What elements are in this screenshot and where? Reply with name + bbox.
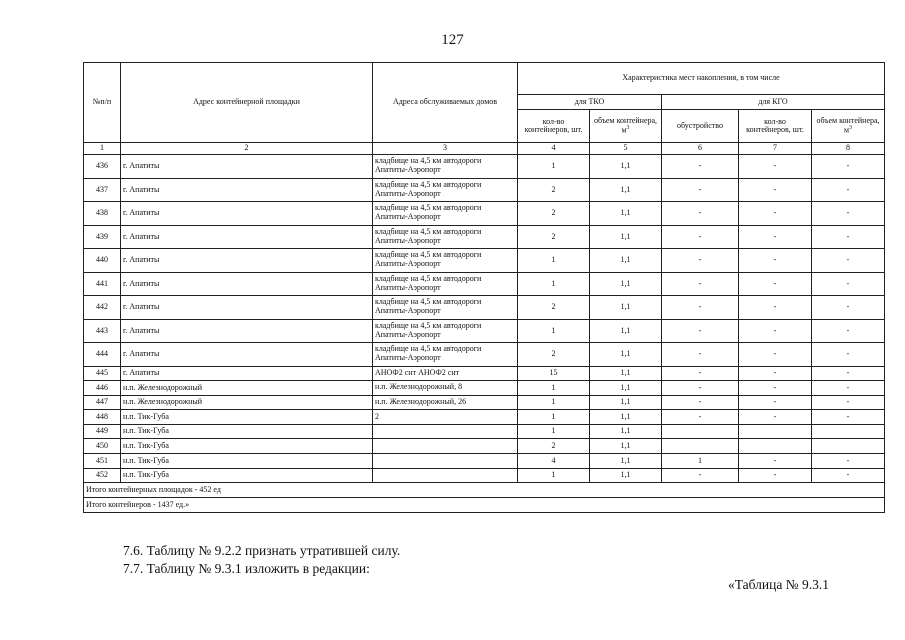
row-tko-count: 2 xyxy=(518,439,590,454)
total-sites: Итого контейнерных площадок - 452 ед xyxy=(84,483,885,498)
paragraph-7-7: 7.7. Таблицу № 9.3.1 изложить в редакции: xyxy=(123,561,370,576)
row-tko-count: 1 xyxy=(518,424,590,439)
row-kgo-count: - xyxy=(739,319,812,343)
row-kgo-arrangement: - xyxy=(662,410,739,425)
row-tko-volume: 1,1 xyxy=(590,272,662,296)
table-caption: «Таблица № 9.3.1 xyxy=(728,577,829,592)
column-number: 6 xyxy=(662,143,739,155)
row-tko-count: 15 xyxy=(518,366,590,381)
row-served-houses xyxy=(373,454,518,469)
row-kgo-count xyxy=(739,424,812,439)
row-served-houses: кладбище на 4,5 км автодороги Апатиты-Аэропорт xyxy=(373,319,518,343)
row-number: 451 xyxy=(84,454,121,469)
table-row xyxy=(84,424,885,439)
row-tko-count: 2 xyxy=(518,343,590,367)
row-site-address: н.п. Тик-Губа xyxy=(121,468,373,483)
row-tko-volume: 1,1 xyxy=(590,395,662,410)
row-kgo-arrangement xyxy=(662,439,739,454)
row-tko-count: 1 xyxy=(518,381,590,396)
row-kgo-volume: - xyxy=(812,178,885,202)
row-number: 446 xyxy=(84,381,121,396)
table-row xyxy=(84,410,885,425)
column-number: 3 xyxy=(373,143,518,155)
header-kgo-arrangement: обустройство xyxy=(662,110,739,143)
column-number: 7 xyxy=(739,143,812,155)
row-number: 441 xyxy=(84,272,121,296)
row-tko-volume: 1,1 xyxy=(590,424,662,439)
row-served-houses: АНОФ2 снт АНОФ2 снт xyxy=(373,366,518,381)
row-site-address: г. Апатиты xyxy=(121,249,373,273)
header-characteristics: Характеристика мест накопления, в том числе xyxy=(518,63,885,95)
row-served-houses: кладбище на 4,5 км автодороги Апатиты-Аэропорт xyxy=(373,249,518,273)
row-tko-count: 4 xyxy=(518,454,590,469)
row-served-houses: н.п. Железнодорожный, 26 xyxy=(373,395,518,410)
table-row xyxy=(84,439,885,454)
table-row xyxy=(84,178,885,202)
row-tko-count: 2 xyxy=(518,202,590,226)
row-number: 437 xyxy=(84,178,121,202)
row-site-address: н.п. Тик-Губа xyxy=(121,439,373,454)
header-tko-volume: объем контейнера, $м^3$ xyxy=(590,110,662,143)
header-tko-count: кол-во контейнеров, шт. xyxy=(518,110,590,143)
row-kgo-volume: - xyxy=(812,272,885,296)
row-tko-count: 1 xyxy=(518,395,590,410)
row-kgo-volume: - xyxy=(812,454,885,469)
row-tko-count: 2 xyxy=(518,296,590,320)
row-site-address: г. Апатиты xyxy=(121,343,373,367)
row-served-houses: 2 xyxy=(373,410,518,425)
row-kgo-arrangement: - xyxy=(662,296,739,320)
header-tko: для ТКО xyxy=(518,95,662,110)
row-kgo-arrangement: - xyxy=(662,319,739,343)
row-tko-volume: 1,1 xyxy=(590,439,662,454)
row-kgo-volume: - xyxy=(812,296,885,320)
row-kgo-volume: - xyxy=(812,343,885,367)
row-tko-count: 2 xyxy=(518,225,590,249)
header-kgo: для КГО xyxy=(662,95,885,110)
table-row xyxy=(84,249,885,273)
row-tko-volume: 1,1 xyxy=(590,366,662,381)
row-served-houses xyxy=(373,424,518,439)
row-number: 450 xyxy=(84,439,121,454)
table-row xyxy=(84,272,885,296)
row-kgo-arrangement: - xyxy=(662,343,739,367)
row-kgo-volume: - xyxy=(812,225,885,249)
row-kgo-volume xyxy=(812,439,885,454)
row-tko-volume: 1,1 xyxy=(590,249,662,273)
row-kgo-arrangement: - xyxy=(662,202,739,226)
header-kgo-count: кол-во контейнеров, шт. xyxy=(739,110,812,143)
row-served-houses: кладбище на 4,5 км автодороги Апатиты-Аэропорт xyxy=(373,202,518,226)
row-kgo-count: - xyxy=(739,454,812,469)
row-tko-volume: 1,1 xyxy=(590,454,662,469)
table-row xyxy=(84,454,885,469)
row-tko-count: 1 xyxy=(518,249,590,273)
row-kgo-count: - xyxy=(739,468,812,483)
row-kgo-arrangement xyxy=(662,424,739,439)
row-kgo-arrangement: - xyxy=(662,249,739,273)
row-tko-count: 1 xyxy=(518,410,590,425)
row-kgo-arrangement: - xyxy=(662,178,739,202)
table-row xyxy=(84,381,885,396)
row-number: 449 xyxy=(84,424,121,439)
row-kgo-volume: - xyxy=(812,202,885,226)
row-tko-count: 1 xyxy=(518,155,590,179)
row-kgo-volume: - xyxy=(812,395,885,410)
row-number: 452 xyxy=(84,468,121,483)
row-site-address: г. Апатиты xyxy=(121,272,373,296)
row-kgo-count: - xyxy=(739,395,812,410)
row-served-houses xyxy=(373,439,518,454)
column-number: 4 xyxy=(518,143,590,155)
table-row xyxy=(84,202,885,226)
row-number: 445 xyxy=(84,366,121,381)
column-number: 2 xyxy=(121,143,373,155)
table-row xyxy=(84,468,885,483)
row-site-address: н.п. Тик-Губа xyxy=(121,424,373,439)
table-row xyxy=(84,319,885,343)
row-tko-count: 1 xyxy=(518,468,590,483)
column-number: 1 xyxy=(84,143,121,155)
table-row xyxy=(84,155,885,179)
row-kgo-arrangement: - xyxy=(662,381,739,396)
row-kgo-arrangement: - xyxy=(662,395,739,410)
row-tko-count: 1 xyxy=(518,319,590,343)
row-kgo-volume xyxy=(812,424,885,439)
row-tko-volume: 1,1 xyxy=(590,296,662,320)
row-kgo-count: - xyxy=(739,381,812,396)
header-served-houses: Адреса обслуживаемых домов xyxy=(373,63,518,143)
row-kgo-count: - xyxy=(739,410,812,425)
row-served-houses xyxy=(373,468,518,483)
row-tko-volume: 1,1 xyxy=(590,225,662,249)
row-kgo-volume: - xyxy=(812,319,885,343)
row-number: 444 xyxy=(84,343,121,367)
row-served-houses: кладбище на 4,5 км автодороги Апатиты-Аэропорт xyxy=(373,272,518,296)
row-served-houses: кладбище на 4,5 км автодороги Апатиты-Аэропорт xyxy=(373,343,518,367)
row-kgo-volume: - xyxy=(812,366,885,381)
row-tko-volume: 1,1 xyxy=(590,319,662,343)
row-kgo-count: - xyxy=(739,366,812,381)
row-served-houses: кладбище на 4,5 км автодороги Апатиты-Аэропорт xyxy=(373,155,518,179)
row-kgo-arrangement: - xyxy=(662,155,739,179)
row-tko-volume: 1,1 xyxy=(590,178,662,202)
row-number: 448 xyxy=(84,410,121,425)
row-kgo-volume: - xyxy=(812,381,885,396)
row-site-address: г. Апатиты xyxy=(121,366,373,381)
row-tko-count: 1 xyxy=(518,272,590,296)
table-row xyxy=(84,366,885,381)
column-numbers-row xyxy=(84,143,885,155)
row-tko-volume: 1,1 xyxy=(590,410,662,425)
row-served-houses: кладбище на 4,5 км автодороги Апатиты-Аэропорт xyxy=(373,178,518,202)
row-served-houses: кладбище на 4,5 км автодороги Апатиты-Аэропорт xyxy=(373,296,518,320)
row-kgo-arrangement: - xyxy=(662,272,739,296)
row-kgo-count: - xyxy=(739,225,812,249)
row-site-address: н.п. Тик-Губа xyxy=(121,454,373,469)
table-row xyxy=(84,343,885,367)
row-kgo-count: - xyxy=(739,272,812,296)
row-kgo-arrangement: - xyxy=(662,366,739,381)
header-num: №п/п xyxy=(84,63,121,143)
row-kgo-volume: - xyxy=(812,249,885,273)
row-tko-count: 2 xyxy=(518,178,590,202)
row-site-address: г. Апатиты xyxy=(121,202,373,226)
paragraph-7-6: 7.6. Таблицу № 9.2.2 признать утратившей силу. xyxy=(123,543,401,558)
row-kgo-arrangement: - xyxy=(662,225,739,249)
row-number: 443 xyxy=(84,319,121,343)
row-number: 439 xyxy=(84,225,121,249)
row-kgo-volume: - xyxy=(812,155,885,179)
row-tko-volume: 1,1 xyxy=(590,202,662,226)
row-number: 447 xyxy=(84,395,121,410)
row-kgo-count: - xyxy=(739,343,812,367)
row-site-address: г. Апатиты xyxy=(121,319,373,343)
row-tko-volume: 1,1 xyxy=(590,381,662,396)
row-kgo-volume: - xyxy=(812,468,885,483)
total-containers: Итого контейнеров - 1437 ед.» xyxy=(84,498,885,513)
row-kgo-arrangement: - xyxy=(662,468,739,483)
row-kgo-count: - xyxy=(739,155,812,179)
row-kgo-count: - xyxy=(739,178,812,202)
row-site-address: н.п. Железнодорожный xyxy=(121,381,373,396)
row-site-address: г. Апатиты xyxy=(121,225,373,249)
row-tko-volume: 1,1 xyxy=(590,343,662,367)
row-site-address: г. Апатиты xyxy=(121,178,373,202)
table-row xyxy=(84,225,885,249)
row-site-address: г. Апатиты xyxy=(121,296,373,320)
row-kgo-arrangement: 1 xyxy=(662,454,739,469)
row-number: 438 xyxy=(84,202,121,226)
row-site-address: н.п. Тик-Губа xyxy=(121,410,373,425)
row-kgo-count: - xyxy=(739,202,812,226)
row-site-address: н.п. Железнодорожный xyxy=(121,395,373,410)
row-tko-volume: 1,1 xyxy=(590,155,662,179)
column-number: 8 xyxy=(812,143,885,155)
row-kgo-volume: - xyxy=(812,410,885,425)
row-number: 440 xyxy=(84,249,121,273)
header-site-address: Адрес контейнерной площадки xyxy=(121,63,373,143)
row-tko-volume: 1,1 xyxy=(590,468,662,483)
page-number: 127 xyxy=(441,32,464,48)
table-row xyxy=(84,296,885,320)
row-served-houses: кладбище на 4,5 км автодороги Апатиты-Аэропорт xyxy=(373,225,518,249)
row-served-houses: н.п. Железнодорожный, 8 xyxy=(373,381,518,396)
row-kgo-count: - xyxy=(739,296,812,320)
container-sites-table xyxy=(83,62,885,513)
row-site-address: г. Апатиты xyxy=(121,155,373,179)
row-kgo-count xyxy=(739,439,812,454)
table-row xyxy=(84,395,885,410)
row-number: 442 xyxy=(84,296,121,320)
header-kgo-volume: объем контейнера, $м^3$ xyxy=(812,110,885,143)
row-kgo-count: - xyxy=(739,249,812,273)
row-number: 436 xyxy=(84,155,121,179)
column-number: 5 xyxy=(590,143,662,155)
